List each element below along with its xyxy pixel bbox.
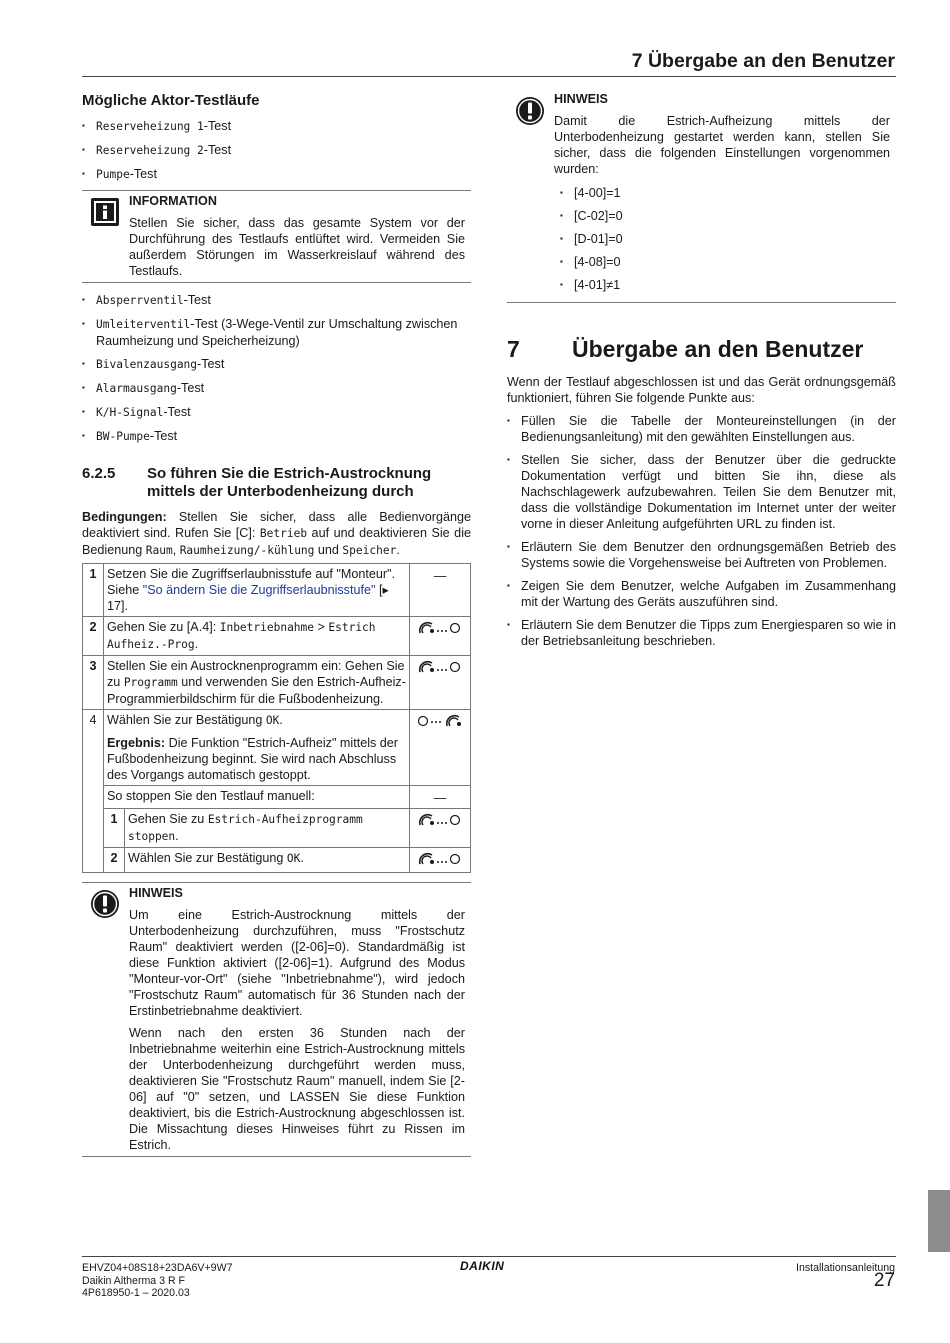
list-item: ▪ Erläutern Sie dem Benutzer den ordnungsgemäßen Betrieb des Systems sowie die Vorgehensweise bei Auftreten von Problemen. [507, 539, 896, 571]
list-item: ▪ K/H-Signal-Test [82, 404, 471, 421]
hint-box-left [82, 882, 471, 1157]
table-row: 2 Wählen Sie zur Bestätigung OK. [83, 848, 471, 873]
chapter-number: 7 [507, 336, 520, 362]
chapter-title: Übergabe an den Benutzer [572, 336, 864, 362]
hint-paragraph: Wenn nach den ersten 36 Stunden nach der Inbetriebnahme weiterhin eine Estrich-Austrocknung mittels der Unterbodenheizung durchgeführt werden muss, deaktivieren Sie "Frostschutz Raum" manuell, indem Sie [2-06] auf "0" setzen, und LASSEN Sie diese Funktion deaktiviert, bis die Estrich-Austrocknung abgeschlossen ist. Die Missachtung dieses Hinweises führt zu Rissen im Estrich. [129, 1026, 465, 1152]
list-item: ▪ [4-08]=0 [560, 254, 890, 270]
handover-list [507, 413, 896, 649]
actuator-test-list-1 [82, 118, 471, 183]
table-row: 2 Gehen Sie zu [A.4]: Inbetriebnahme > Estrich Aufheiz.-Prog. [83, 617, 471, 656]
list-item: ▪ Reserveheizung 1-Test [82, 118, 471, 135]
list-item: ▪ Absperrventil-Test [82, 292, 471, 309]
conditions-paragraph: Bedingungen: Stellen Sie sicher, dass alle Bedienvorgänge deaktiviert sind. Rufen Sie [C]: Betrieb auf und deaktivieren Sie die Bedienung Raum, Raumheizung/-kühlung und Speicher. [82, 510, 471, 557]
page-number: 27 [873, 1269, 895, 1291]
header-divider [82, 76, 896, 77]
list-item: ▪ Zeigen Sie dem Benutzer, welche Aufgaben im Zusammenhang mit der Wartung des Geräts auszuführen sind. [507, 578, 896, 610]
tests-heading: Mögliche Aktor-Testläufe [82, 92, 260, 109]
actuator-test-list-2 [82, 292, 471, 445]
list-item: ▪ [C-02]=0 [560, 208, 890, 224]
section-title: So führen Sie die Estrich-Austrocknung mittels der Unterbodenheizung durch [147, 465, 432, 500]
turn-dial-icon [418, 660, 462, 674]
list-item: ▪ BW-Pumpe-Test [82, 428, 471, 445]
chapter-heading [507, 336, 896, 363]
information-box [82, 190, 471, 283]
chapter-side-tab [928, 1190, 950, 1252]
left-column [82, 92, 471, 1157]
no-action-dash: — [410, 786, 471, 809]
hint-title: HINWEIS [129, 886, 183, 900]
procedure-table [82, 563, 471, 873]
warning-icon [90, 889, 120, 919]
warning-icon [515, 96, 545, 126]
footer-divider [82, 1256, 896, 1257]
list-item: ▪ Erläutern Sie dem Benutzer die Tipps zum Energiesparen so wie in der Betriebsanleitung beschrieben. [507, 617, 896, 649]
section-number: 6.2.5 [82, 465, 116, 482]
document-type: Installationsanleitung [796, 1262, 895, 1274]
turn-dial-icon [418, 813, 462, 827]
table-row: 1 Gehen Sie zu Estrich-Aufheizprogramm stoppen. [83, 809, 471, 848]
brand-logo: DAIKIN [460, 1259, 505, 1273]
turn-dial-icon [418, 621, 462, 635]
hint-title: HINWEIS [554, 92, 608, 106]
information-text: Stellen Sie sicher, dass das gesamte System vor der Durchführung des Testlaufs entlüftet wird. Vermeiden Sie außerdem Störungen im Wasserkreislauf während des Testlaufs. [129, 216, 465, 278]
press-dial-icon [417, 714, 463, 728]
table-row: 3 Stellen Sie ein Austrocknenprogramm ein: Gehen Sie zu Programm und verwenden Sie den Estrich-Aufheiz-Programmierbildschirm für die Fußbodenheizung. [83, 656, 471, 710]
page-header-title: 7 Übergabe an den Benutzer [631, 50, 895, 72]
no-action-dash: — [410, 564, 471, 617]
list-item: ▪ Umleiterventil-Test (3-Wege-Ventil zur Umschaltung zwischen Raumheizung und Speicherheizung) [82, 316, 471, 349]
list-item: ▪ Füllen Sie die Tabelle der Monteureinstellungen (in der Bedienungsanleitung) mit den gewählten Einstellungen aus. [507, 413, 896, 445]
footer-doc-info [796, 1262, 895, 1291]
cross-reference-link[interactable]: "So ändern Sie die Zugriffserlaubnisstufe" [142, 583, 376, 597]
hint-text: Damit die Estrich-Aufheizung mittels der Unterbodenheizung gestartet werden kann, stellen Sie sicher, dass die folgenden Einstellungen vorgenommen wurden: [554, 114, 890, 176]
hint-paragraph: Um eine Estrich-Austrocknung mittels der Unterbodenheizung durchzuführen, muss "Frostschutz Raum" deaktiviert werden ([2-06]=0). Standardmäßig ist diese Funktion aktiviert ([2-06]=1). Aufgrund des Modus "Monteur-vor-Ort" (siehe "Inbetriebnahme"), wird jedoch "Frostschutz Raum" automatisch für 36 Stunden nach der Erstinbetriebnahme deaktiviert. [129, 908, 465, 1018]
table-row: 1 Setzen Sie die Zugriffserlaubnisstufe auf "Monteur". Siehe "So ändern Sie die Zugriffserlaubnisstufe" [▸ 17]. — [83, 564, 471, 617]
list-item: ▪ Reserveheizung 2-Test [82, 142, 471, 159]
list-item: ▪ Stellen Sie sicher, dass der Benutzer über die gedruckte Dokumentation verfügt und bitten Sie ihn, diese als Nachschlagewerk aufzubewahren. Teilen Sie dem Benutzer mit, dass die vollständige Dokumentation im Internet unter der weiter vorne in dieser Anleitung aufgeführten URL zu finden ist. [507, 452, 896, 532]
list-item: ▪ [4-01]≠1 [560, 277, 890, 293]
list-item: ▪ Bivalenzausgang-Test [82, 356, 471, 373]
list-item: ▪ Alarmausgang-Test [82, 380, 471, 397]
chapter-intro: Wenn der Testlauf abgeschlossen ist und das Gerät ordnungsgemäß funktioniert, führen Sie folgende Punkte aus: [507, 375, 896, 405]
settings-list [560, 185, 890, 293]
list-item: ▪ Pumpe-Test [82, 166, 471, 183]
turn-dial-icon [418, 852, 462, 866]
section-heading [82, 465, 471, 501]
list-item: ▪ [D-01]=0 [560, 231, 890, 247]
list-item: ▪ [4-00]=1 [560, 185, 890, 201]
table-row: So stoppen Sie den Testlauf manuell: — [83, 786, 471, 809]
information-icon [90, 197, 120, 227]
hint-box-right [507, 92, 896, 303]
right-column [507, 89, 896, 656]
footer-product-info: EHVZ04+08S18+23DA6V+9W7 Daikin Altherma 3 R F 4P618950-1 – 2020.03 [82, 1262, 233, 1299]
table-row: 4 Wählen Sie zur Bestätigung OK. Ergebnis: Die Funktion "Estrich-Aufheiz" mittels der Fußbodenheizung beginnt. Sie wird nach Abschluss des Vorgangs automatisch gestoppt. [83, 710, 471, 786]
information-title: INFORMATION [129, 194, 217, 208]
